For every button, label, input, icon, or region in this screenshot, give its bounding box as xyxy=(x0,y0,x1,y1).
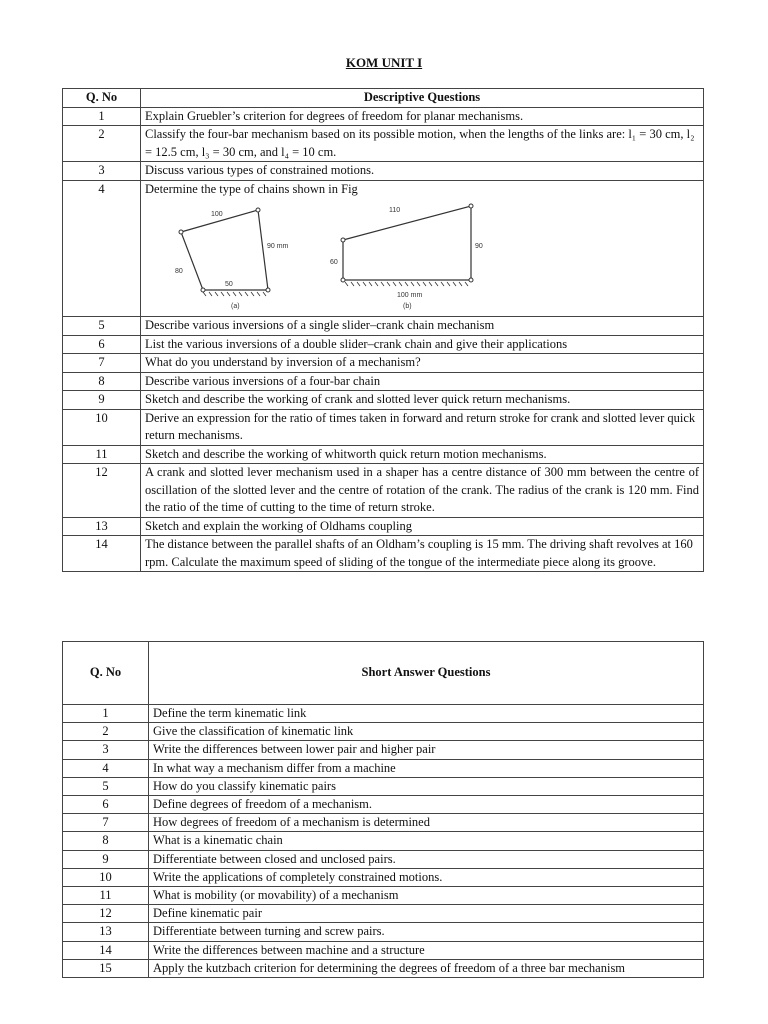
chain-b-caption: (b) xyxy=(403,303,412,310)
table-row xyxy=(63,107,704,126)
question-number: 9 xyxy=(63,850,149,868)
page-title: KOM UNIT I xyxy=(345,55,423,70)
question-cell-with-figure xyxy=(141,180,704,317)
question-text: How do you classify kinematic pairs xyxy=(149,777,704,795)
table-row xyxy=(63,832,704,850)
question-number: 12 xyxy=(63,905,149,923)
table-row xyxy=(63,923,704,941)
question-number: 8 xyxy=(63,832,149,850)
question-number: 3 xyxy=(63,741,149,759)
question-text: Sketch and describe the working of whitworth quick return motion mechanisms. xyxy=(141,445,704,464)
question-text: Write the differences between lower pair and higher pair xyxy=(149,741,704,759)
question-number: 2 xyxy=(63,723,149,741)
question-text: How degrees of freedom of a mechanism is determined xyxy=(149,814,704,832)
question-text: Differentiate between closed and unclosed pairs. xyxy=(149,850,704,868)
question-number: 7 xyxy=(63,814,149,832)
descriptive-questions-table xyxy=(62,88,704,572)
chain-b-label-top: 110 xyxy=(389,207,401,214)
question-text: Write the applications of completely constrained motions. xyxy=(149,868,704,886)
question-text: Define kinematic pair xyxy=(149,905,704,923)
question-text: Explain Gruebler’s criterion for degrees of freedom for planar mechanisms. xyxy=(141,107,704,126)
question-number: 11 xyxy=(63,445,141,464)
question-number: 10 xyxy=(63,409,141,445)
question-number: 5 xyxy=(63,777,149,795)
question-number: 15 xyxy=(63,959,149,977)
table-row xyxy=(63,391,704,410)
table-row xyxy=(63,796,704,814)
table-row xyxy=(63,354,704,373)
table-row xyxy=(63,517,704,536)
table-row xyxy=(63,335,704,354)
question-number: 2 xyxy=(63,126,141,162)
table-row xyxy=(63,814,704,832)
question-text: Discuss various types of constrained motions. xyxy=(141,162,704,181)
question-number: 4 xyxy=(63,759,149,777)
short-answer-questions-header: Short Answer Questions xyxy=(149,642,704,705)
table-row xyxy=(63,409,704,445)
table-row xyxy=(63,941,704,959)
table-row xyxy=(63,850,704,868)
chain-a-label-bottom: 50 xyxy=(225,281,233,288)
question-number: 7 xyxy=(63,354,141,373)
table-row xyxy=(63,445,704,464)
table-row xyxy=(63,905,704,923)
table-row xyxy=(63,464,704,518)
chain-a-label-right: 90 mm xyxy=(267,243,289,250)
table-row xyxy=(63,759,704,777)
question-text: Sketch and explain the working of Oldhams coupling xyxy=(141,517,704,536)
chain-b-label-left: 60 xyxy=(330,259,338,266)
question-text: Differentiate between turning and screw pairs. xyxy=(149,923,704,941)
question-text: Derive an expression for the ratio of times taken in forward and return stroke for crank and slotted lever quick return mechanisms. xyxy=(141,409,704,445)
question-text: In what way a mechanism differ from a machine xyxy=(149,759,704,777)
chain-a-diagram xyxy=(175,208,289,310)
question-number: 12 xyxy=(63,464,141,518)
chain-b-diagram xyxy=(330,204,483,310)
question-number: 13 xyxy=(63,923,149,941)
q-no-header: Q. No xyxy=(63,642,149,705)
table-row xyxy=(63,180,704,317)
table-row xyxy=(63,868,704,886)
question-text: A crank and slotted lever mechanism used in a shaper has a centre distance of 300 mm between the centre of oscillation of the slotted lever and the centre of rotation of the crank. The radius of the crank is 120 mm. Find the ratio of the time of cutting to the time of return stroke. xyxy=(141,464,704,518)
table-row xyxy=(63,723,704,741)
question-number: 3 xyxy=(63,162,141,181)
chain-a-label-top: 100 xyxy=(211,211,223,218)
question-text: Sketch and describe the working of crank and slotted lever quick return mechanisms. xyxy=(141,391,704,410)
table-row xyxy=(63,162,704,181)
table-row xyxy=(63,372,704,391)
question-number: 4 xyxy=(63,180,141,317)
question-number: 13 xyxy=(63,517,141,536)
question-text: What is mobility (or movability) of a mechanism xyxy=(149,887,704,905)
question-number: 1 xyxy=(63,107,141,126)
question-number: 9 xyxy=(63,391,141,410)
table-header-row xyxy=(63,89,704,108)
short-answer-questions-table xyxy=(62,641,704,978)
question-text: List the various inversions of a double slider–crank chain and give their applications xyxy=(141,335,704,354)
question-text: Determine the type of chains shown in Fig xyxy=(145,181,358,196)
table-row xyxy=(63,126,704,162)
question-number: 11 xyxy=(63,887,149,905)
table-row xyxy=(63,705,704,723)
question-number: 1 xyxy=(63,705,149,723)
question-number: 6 xyxy=(63,796,149,814)
question-text: Describe various inversions of a four-bar chain xyxy=(141,372,704,391)
question-number: 14 xyxy=(63,941,149,959)
question-text: Define degrees of freedom of a mechanism. xyxy=(149,796,704,814)
question-text: Describe various inversions of a single slider–crank chain mechanism xyxy=(141,317,704,336)
question-number: 6 xyxy=(63,335,141,354)
question-number: 8 xyxy=(63,372,141,391)
question-text: What is a kinematic chain xyxy=(149,832,704,850)
chains-figure xyxy=(145,198,505,316)
table-row xyxy=(63,741,704,759)
table-row xyxy=(63,317,704,336)
question-number: 14 xyxy=(63,536,141,572)
table-row xyxy=(63,887,704,905)
chain-a-caption: (a) xyxy=(231,303,240,310)
question-text: Give the classification of kinematic link xyxy=(149,723,704,741)
question-text: Write the differences between machine and a structure xyxy=(149,941,704,959)
question-text: Classify the four-bar mechanism based on its possible motion, when the lengths of the links are: l₁ = 30 cm, l₂ = 12.5 cm, l₃ = 30 cm, and l₄ = 10 cm. xyxy=(141,126,704,162)
question-text: What do you understand by inversion of a mechanism? xyxy=(141,354,704,373)
table-row xyxy=(63,536,704,572)
table-row xyxy=(63,959,704,977)
chain-a-label-left: 80 xyxy=(175,268,183,275)
descriptive-questions-header: Descriptive Questions xyxy=(141,89,704,108)
question-number: 5 xyxy=(63,317,141,336)
table-header-row xyxy=(63,642,704,705)
question-number: 10 xyxy=(63,868,149,886)
table-row xyxy=(63,777,704,795)
question-text: Define the term kinematic link xyxy=(149,705,704,723)
q-no-header: Q. No xyxy=(63,89,141,108)
chain-b-label-bottom: 100 mm xyxy=(397,292,423,299)
question-text: The distance between the parallel shafts of an Oldham’s coupling is 15 mm. The driving shaft revolves at 160 rpm. Calculate the maximum speed of sliding of the tongue of the intermediate piece along its groove. xyxy=(141,536,704,572)
chain-b-label-right: 90 xyxy=(475,243,483,250)
question-text: Apply the kutzbach criterion for determining the degrees of freedom of a three bar mechanism xyxy=(149,959,704,977)
